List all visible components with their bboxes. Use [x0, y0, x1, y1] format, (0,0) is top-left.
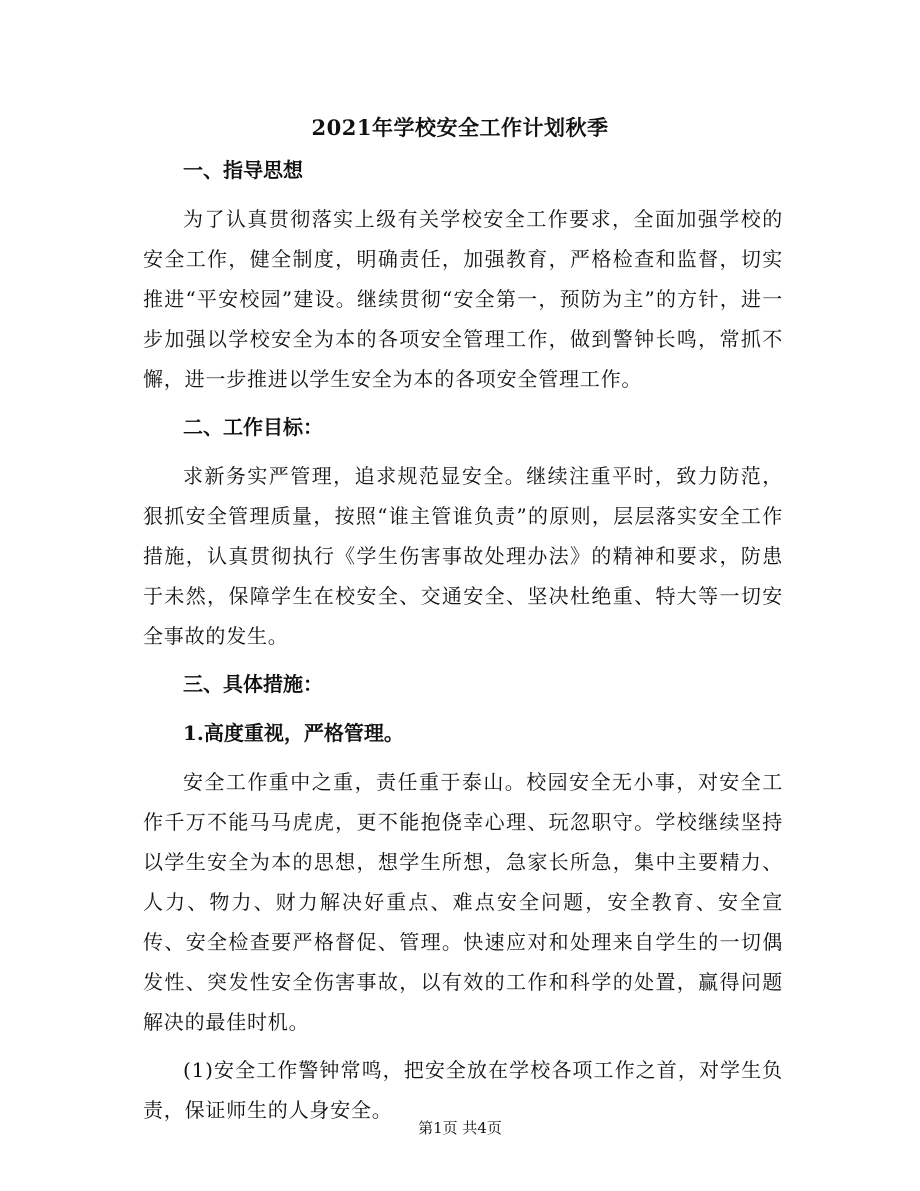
document-body: [143, 150, 783, 1138]
section-heading-work-goals: 二、工作目标：: [183, 415, 323, 439]
section-heading-guiding-ideology: 一、指导思想: [183, 158, 303, 182]
paragraph-guiding-ideology: 为了认真贯彻落实上级有关学校安全工作要求，全面加强学校的安全工作，健全制度，明确责任，加强教育，严格检查和监督，切实推进“平安校园”建设。继续贯彻“安全第一，预防为主”的方针，进一步加强以学校安全为本的各项安全管理工作，做到警钟长鸣，常抓不懈，进一步推进以学生安全为本的各项安全管理工作。: [143, 207, 783, 391]
document-title: 2021年学校安全工作计划秋季: [311, 115, 609, 140]
paragraph-item-1: (1)安全工作警钟常鸣，把安全放在学校各项工作之首，对学生负责，保证师生的人身安全。: [143, 1058, 783, 1122]
paragraph-work-goals: 求新务实严管理，追求规范显安全。继续注重平时，致力防范，狠抓安全管理质量，按照“谁主管谁负责”的原则，层层落实安全工作措施，认真贯彻执行《学生伤害事故处理办法》的精神和要求，防患于未然，保障学生在校安全、交通安全、坚决杜绝重、特大等一切安全事故的发生。: [143, 464, 783, 648]
section-heading-specific-measures: 三、具体措施：: [183, 672, 323, 696]
paragraph-high-attention: 安全工作重中之重，责任重于泰山。校园安全无小事，对安全工作千万不能马马虎虎，更不能抱侥幸心理、玩忽职守。学校继续坚持以学生安全为本的思想，想学生所想，急家长所急，集中主要精力、人力、物力、财力解决好重点、难点安全问题，安全教育、安全宣传、安全检查要严格督促、管理。快速应对和处理来自学生的一切偶发性、突发性安全伤害事故，以有效的工作和科学的处置，赢得问题解决的最佳时机。: [143, 770, 783, 1034]
subheading-high-attention: 1.高度重视，严格管理。: [183, 721, 404, 745]
page-footer: 第1页 共4页: [418, 1119, 502, 1137]
